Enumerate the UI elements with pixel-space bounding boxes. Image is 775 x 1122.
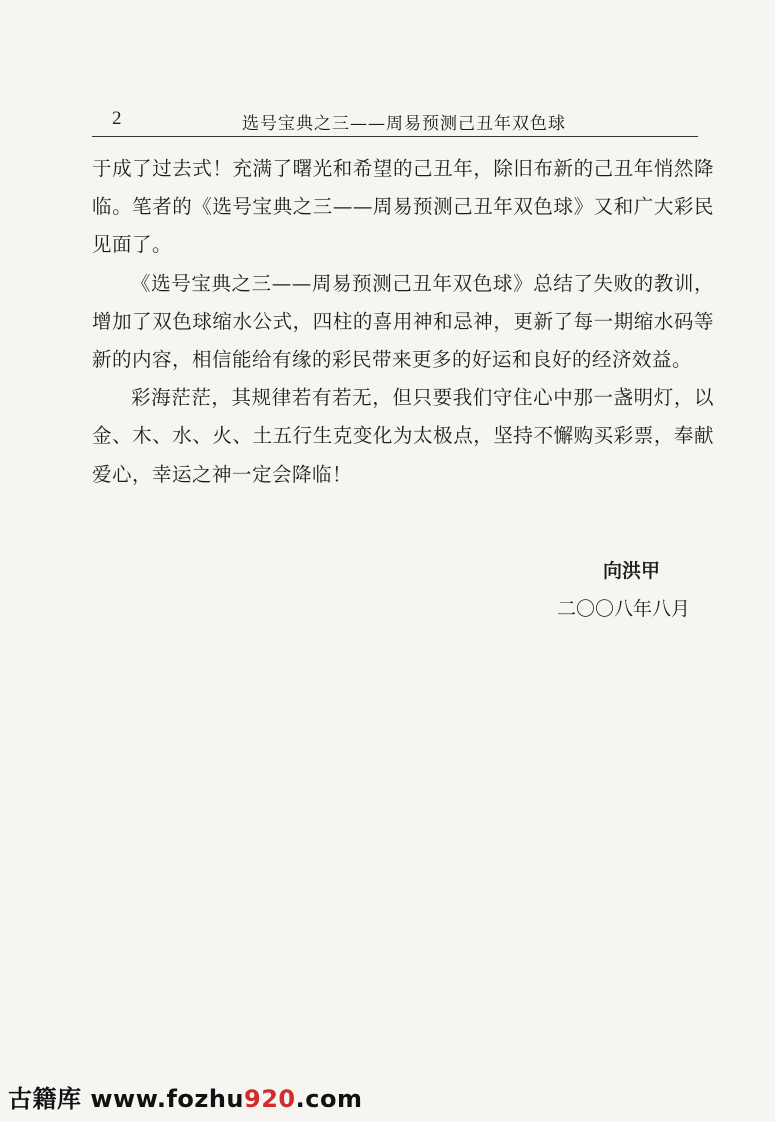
paragraph-2: 《选号宝典之三——周易预测己丑年双色球》总结了失败的教训，增加了双色球缩水公式，四柱的喜用神和忌神，更新了每一期缩水码等新的内容，相信能给有缘的彩民带来更多的好运和良好的经济效益。 xyxy=(92,271,714,372)
author-name: 向洪甲 xyxy=(602,560,660,582)
site-watermark xyxy=(8,1079,362,1114)
page-header xyxy=(92,106,698,137)
watermark-number: 920 xyxy=(244,1085,296,1113)
paragraph-1: 于成了过去式！充满了曙光和希望的己丑年，除旧布新的己丑年悄然降临。笔者的《选号宝典之三——周易预测己丑年双色球》又和广大彩民见面了。 xyxy=(92,157,714,257)
body-text xyxy=(92,150,714,494)
watermark-prefix: 古籍库 www.fozhu xyxy=(8,1085,245,1113)
signature-block xyxy=(480,552,700,628)
running-title: 选号宝典之三——周易预测己丑年双色球 xyxy=(242,114,566,134)
paragraph-3: 彩海茫茫，其规律若有若无，但只要我们守住心中那一盏明灯，以金、木、水、火、土五行生克变化为太极点，坚持不懈购买彩票，奉献爱心，幸运之神一定会降临！ xyxy=(92,386,714,486)
page-number: 2 xyxy=(112,108,122,129)
signature-date: 二〇〇八年八月 xyxy=(556,598,690,620)
watermark-suffix: .com xyxy=(295,1085,363,1113)
